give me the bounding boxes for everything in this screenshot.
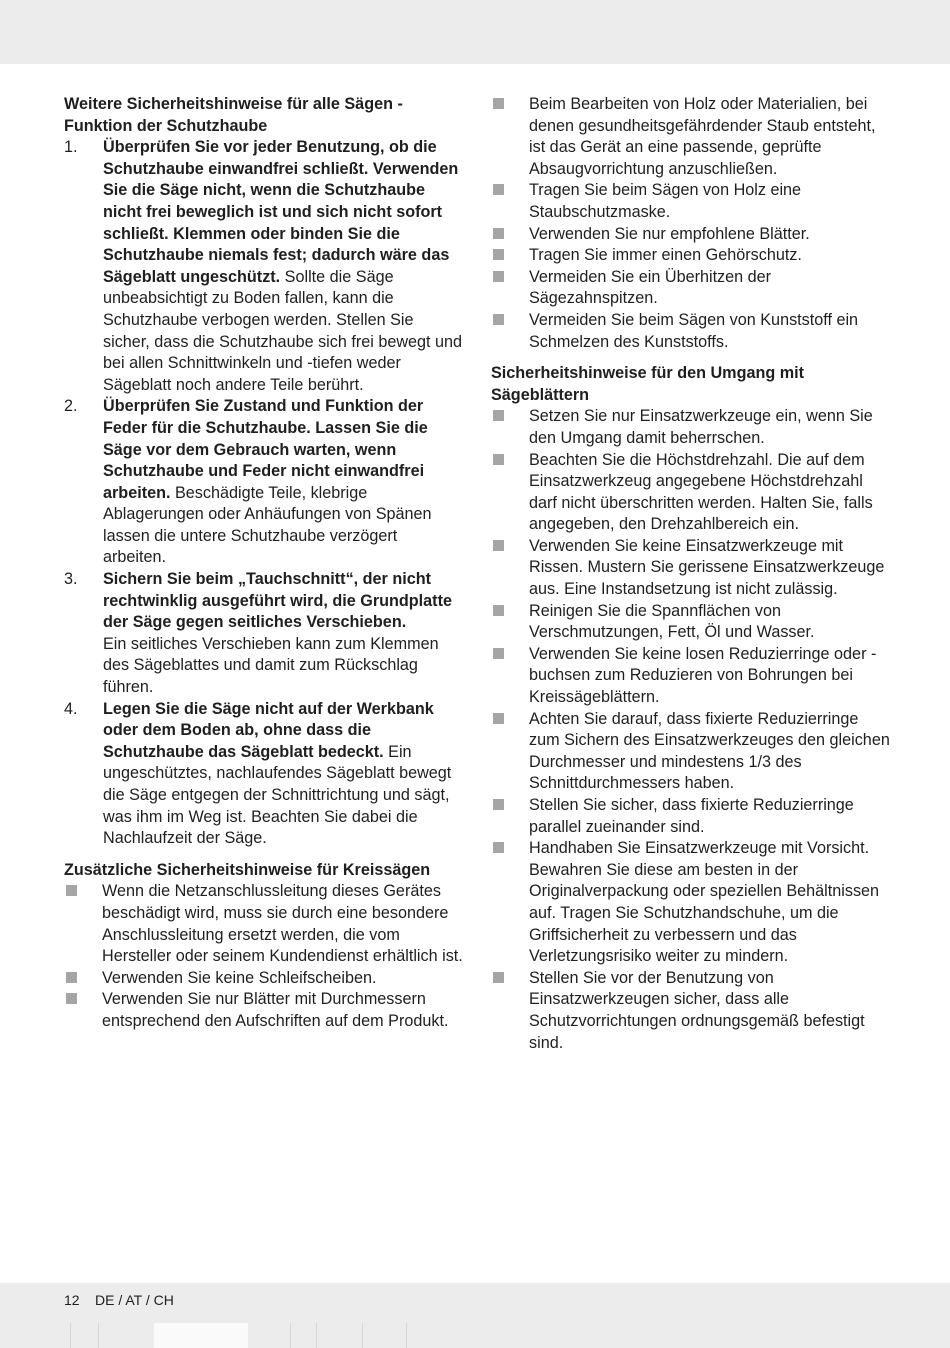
square-bullet-icon xyxy=(493,249,504,260)
list-item-text: Beim Bearbeiten von Holz oder Materialien, bei denen gesundheitsgefährdender Staub entsteht, ist das Gerät an eine passende, geprüfte Absaugvorrichtung anzuschließen. xyxy=(529,95,876,178)
square-bullet-icon xyxy=(493,842,504,853)
list-item-text: Verwenden Sie keine Schleifscheiben. xyxy=(102,968,377,987)
list-item-text: Stellen Sie sicher, dass fixierte Reduzierringe parallel zueinander sind. xyxy=(529,796,854,836)
list-item xyxy=(491,644,891,709)
list-item xyxy=(491,180,891,223)
list-item xyxy=(491,536,891,601)
square-bullet-icon xyxy=(493,98,504,109)
list-item-text: Setzen Sie nur Einsatzwerkzeuge ein, wenn Sie den Umgang damit beherrschen. xyxy=(529,407,873,447)
section-heading-circular-saws: Zusätzliche Sicherheitshinweise für Kreissägen xyxy=(64,860,431,879)
list-item xyxy=(491,406,891,449)
list-item xyxy=(491,94,891,180)
item-number: 1. xyxy=(64,138,78,157)
left-column xyxy=(64,94,464,1033)
list-item xyxy=(491,450,891,536)
list-item xyxy=(491,968,891,1054)
item-text: Ein ungeschütztes, nachlaufendes Sägeblatt bewegt die Säge entgegen der Schnittrichtung und sägt, was ihm im Weg ist. Beachten Sie dabei die Nachlaufzeit der Säge. xyxy=(103,742,452,848)
item-bold-text: Sichern Sie beim „Tauchschnitt“, der nicht rechtwinklig ausgeführt wird, die Grundplatte der Säge gegen seitliches Verschieben. xyxy=(103,570,452,632)
item-number: 2. xyxy=(64,397,78,416)
list-item xyxy=(491,838,891,968)
list-item-text: Beachten Sie die Höchstdrehzahl. Die auf dem Einsatzwerkzeug angegebene Höchstdrehzahl darf nicht überschritten werden. Halten Sie, falls angegeben, den Drehzahlbereich ein. xyxy=(529,450,873,534)
square-bullet-icon xyxy=(66,972,77,983)
list-item-text: Verwenden Sie keine Einsatzwerkzeuge mit Rissen. Mustern Sie gerissene Einsatzwerkzeuge aus. Eine Instandsetzung ist nicht zulässig. xyxy=(529,536,885,599)
item-number: 4. xyxy=(64,699,78,718)
square-bullet-icon xyxy=(493,454,504,465)
right-column xyxy=(491,94,891,1054)
item-bold-text: Überprüfen Sie Zustand und Funktion der Feder für die Schutzhaube. Lassen Sie die Säge vor dem Gebrauch warten, wenn Schutzhaube und Feder nicht einwandfrei arbeiten. xyxy=(103,397,428,502)
item-bold-text: Überprüfen Sie vor jeder Benutzung, ob die Schutzhaube einwandfrei schließt. Verwenden Sie die Säge nicht, wenn die Schutzhaube nicht frei beweglich ist und sich nicht sofort schließt. Klemmen oder binden Sie die Schutzhaube niemals fest; dadurch wäre das Sägeblatt ungeschützt. xyxy=(103,138,459,286)
list-item-text: Tragen Sie immer einen Gehörschutz. xyxy=(529,246,802,265)
numbered-item xyxy=(64,396,464,569)
numbered-item xyxy=(64,137,464,396)
list-item xyxy=(491,709,891,795)
list-item xyxy=(491,224,891,246)
list-item-text: Tragen Sie beim Sägen von Holz eine Staubschutzmaske. xyxy=(529,181,802,221)
list-item-text: Verwenden Sie keine losen Reduzierringe oder -buchsen zum Reduzieren von Bohrungen bei Kreissägeblättern. xyxy=(529,644,877,707)
square-bullet-icon xyxy=(493,271,504,282)
list-item-text: Verwenden Sie nur Blätter mit Durchmessern entsprechend den Aufschriften auf dem Produkt. xyxy=(102,990,449,1030)
numbered-item xyxy=(64,569,464,699)
list-item-text: Wenn die Netzanschlussleitung dieses Gerätes beschädigt wird, muss sie durch eine besondere Anschlussleitung ersetzt werden, die vom Hersteller oder seinem Kundendienst erhältlich ist. xyxy=(102,882,463,966)
list-item xyxy=(64,989,464,1032)
item-number: 3. xyxy=(64,570,78,589)
square-bullet-icon xyxy=(493,314,504,325)
list-item xyxy=(64,968,464,990)
square-bullet-icon xyxy=(493,605,504,616)
section-heading-saw-blades: Sicherheitshinweise für den Umgang mit Sägeblättern xyxy=(491,364,805,404)
square-bullet-icon xyxy=(493,540,504,551)
page-footer xyxy=(0,1283,950,1348)
list-item-text: Reinigen Sie die Spannflächen von Verschmutzungen, Fett, Öl und Wasser. xyxy=(529,601,815,642)
page-header-band xyxy=(0,0,950,64)
square-bullet-icon xyxy=(66,993,77,1004)
list-item-text: Achten Sie darauf, dass fixierte Reduzierringe zum Sichern des Einsatzwerkzeuges den gleichen Durchmesser und mindestens 1/3 des Schnittdurchmessers haben. xyxy=(529,709,890,793)
page-number: 12 xyxy=(64,1292,80,1308)
section-heading-saw-guard: Weitere Sicherheitshinweise für alle Sägen - Funktion der Schutzhaube xyxy=(64,95,403,135)
square-bullet-icon xyxy=(493,972,504,983)
square-bullet-icon xyxy=(493,713,504,724)
list-item xyxy=(491,267,891,310)
square-bullet-icon xyxy=(493,410,504,421)
region-label: DE / AT / CH xyxy=(95,1292,174,1308)
square-bullet-icon xyxy=(493,799,504,810)
list-item-text: Vermeiden Sie beim Sägen von Kunststoff ein Schmelzen des Kunststoffs. xyxy=(529,310,859,351)
item-text: Ein seitliches Verschieben kann zum Klemmen des Sägeblattes und damit zum Rückschlag führen. xyxy=(103,634,439,697)
list-item-text: Handhaben Sie Einsatzwerkzeuge mit Vorsicht. Bewahren Sie diese am besten in der Originalverpackung oder speziellen Behältnissen auf. Tragen Sie Schutzhandschuhe, um die Griffsicherheit zu verbessern und das Verletzungsrisiko weiter zu mindern. xyxy=(529,839,880,966)
item-text: Beschädigte Teile, klebrige Ablagerungen oder Anhäufungen von Spänen lassen die untere Schutzhaube verzögert arbeiten. xyxy=(103,483,432,567)
square-bullet-icon xyxy=(493,228,504,239)
item-text: Sollte die Säge unbeabsichtigt zu Boden fallen, kann die Schutzhaube verbogen werden. Stellen Sie sicher, dass die Schutzhaube sich frei bewegt und bei allen Schnittwinkeln und -tiefen weder Sägeblatt noch andere Teile berührt. xyxy=(103,267,463,394)
square-bullet-icon xyxy=(66,885,77,896)
list-item xyxy=(64,881,464,967)
list-item-text: Verwenden Sie nur empfohlene Blätter. xyxy=(529,224,810,243)
list-item xyxy=(491,310,891,353)
item-bold-text: Legen Sie die Säge nicht auf der Werkbank oder dem Boden ab, ohne dass die Schutzhaube das Sägeblatt bedeckt. xyxy=(103,699,434,761)
list-item xyxy=(491,245,891,267)
numbered-item xyxy=(64,699,464,850)
list-item xyxy=(491,601,891,644)
list-item-text: Stellen Sie vor der Benutzung von Einsatzwerkzeugen sicher, dass alle Schutzvorrichtungen ordnungsgemäß befestigt sind. xyxy=(529,968,865,1052)
square-bullet-icon xyxy=(493,184,504,195)
list-item xyxy=(491,795,891,838)
square-bullet-icon xyxy=(493,648,504,659)
list-item-text: Vermeiden Sie ein Überhitzen der Sägezahnspitzen. xyxy=(529,267,772,308)
